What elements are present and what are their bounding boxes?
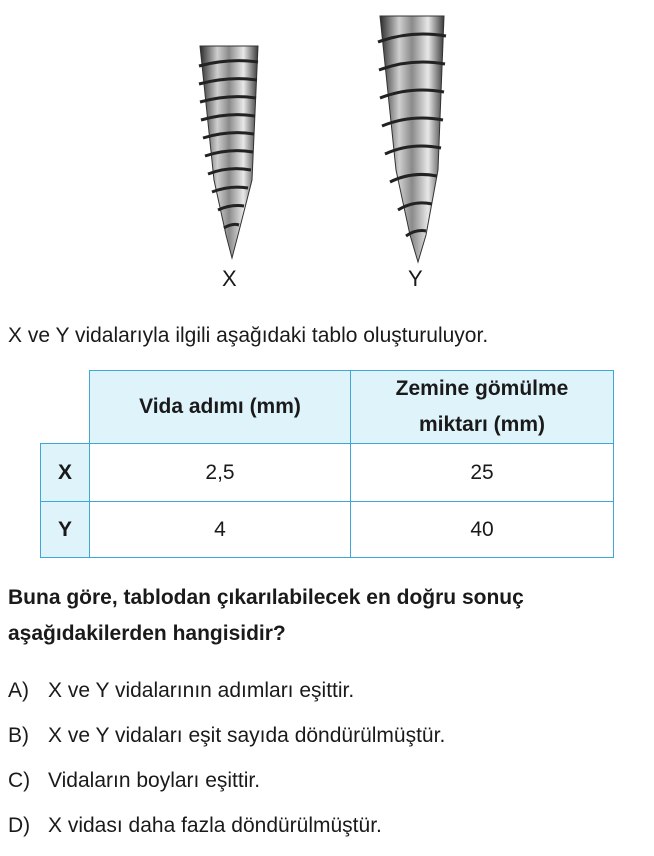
table-header-row xyxy=(41,371,614,444)
screw-table xyxy=(40,370,614,558)
option-c-letter: C) xyxy=(8,769,31,792)
row-label-x: X xyxy=(41,444,90,502)
option-b-letter: B) xyxy=(8,724,29,747)
option-d[interactable] xyxy=(8,811,445,856)
screw-figure xyxy=(0,0,654,300)
answer-options xyxy=(8,676,445,856)
option-b-text: X ve Y vidaları eşit sayıda döndürülmüştür. xyxy=(48,724,446,747)
screw-y-label: Y xyxy=(408,266,423,291)
row-label-y: Y xyxy=(41,502,90,558)
cell-y-depth: 40 xyxy=(351,502,614,558)
cell-x-pitch: 2,5 xyxy=(90,444,351,502)
question-text: Buna göre, tablodan çıkarılabilecek en doğru sonuç aşağıdakilerden hangisidir? xyxy=(8,586,524,645)
option-a-text: X ve Y vidalarının adımları eşittir. xyxy=(48,679,355,702)
table-row xyxy=(41,502,614,558)
header-pitch: Vida adımı (mm) xyxy=(90,371,351,444)
option-c-text: Vidaların boyları eşittir. xyxy=(48,769,261,792)
table-corner-cell xyxy=(41,371,90,444)
option-c[interactable] xyxy=(8,766,445,811)
header-depth-text: Zemine gömülme miktarı (mm) xyxy=(395,377,569,436)
screw-x-image xyxy=(199,46,258,258)
option-d-text: X vidası daha fazla döndürülmüştür. xyxy=(48,814,382,837)
option-a[interactable] xyxy=(8,676,445,721)
cell-x-depth: 25 xyxy=(351,444,614,502)
cell-y-pitch: 4 xyxy=(90,502,351,558)
screw-x-label: X xyxy=(222,266,237,291)
option-b[interactable] xyxy=(8,721,445,766)
header-depth xyxy=(351,371,614,444)
screws-illustration xyxy=(0,0,654,300)
option-d-letter: D) xyxy=(8,814,31,837)
table-row xyxy=(41,444,614,502)
intro-text: X ve Y vidalarıyla ilgili aşağıdaki tablo oluşturuluyor. xyxy=(8,324,489,347)
screw-y-image xyxy=(378,16,446,262)
option-a-letter: A) xyxy=(8,679,29,702)
